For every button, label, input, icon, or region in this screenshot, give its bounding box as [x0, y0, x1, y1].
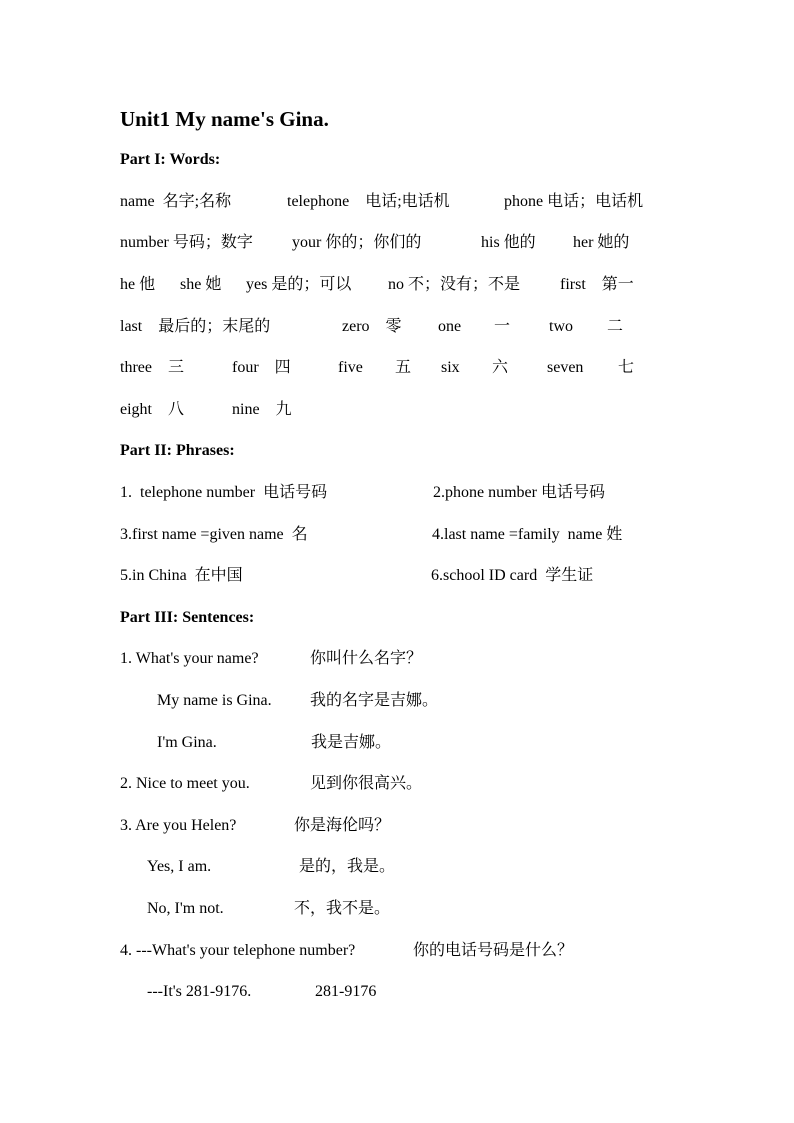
- sentence-4a-number: 281-9176: [315, 983, 377, 1000]
- document-title: Unit1 My name's Gina.: [120, 107, 329, 131]
- word-six: six: [441, 359, 460, 376]
- sentence-3-en: 3. Are you Helen?: [120, 817, 237, 834]
- word-phone: phone 电话；电话机: [504, 193, 644, 210]
- word-telephone: telephone 电话;电话机: [287, 193, 450, 210]
- word-yes: yes 是的；可以: [246, 276, 352, 293]
- word-seven: seven: [547, 359, 584, 376]
- sentence-1b-en: I'm Gina.: [157, 734, 217, 751]
- sentence-4-cn: 你的电话号码是什么？: [413, 942, 574, 959]
- sentence-2-cn: 见到你很高兴。: [310, 775, 423, 792]
- word-zero: zero 零: [342, 318, 402, 335]
- word-your: your 你的；你们的: [292, 234, 422, 251]
- sentence-3a-en: Yes, I am.: [147, 858, 212, 875]
- word-name: name 名字;名称: [120, 193, 232, 210]
- sentence-1-en: 1. What's your name?: [120, 650, 259, 667]
- sentence-1-cn: 你叫什么名字？: [310, 650, 423, 667]
- sentence-3b-en: No, I'm not.: [147, 900, 224, 917]
- word-eight: eight 八: [120, 401, 184, 418]
- word-three: three 三: [120, 359, 184, 376]
- sentence-3b-cn: 不，我不是。: [294, 900, 391, 917]
- word-first: first 第一: [560, 276, 634, 293]
- phrase-2: 2.phone number 电话号码: [433, 484, 605, 501]
- word-six-cn: 六: [492, 359, 509, 376]
- phrase-1: 1. telephone number 电话号码: [120, 484, 328, 501]
- word-seven-cn: 七: [618, 359, 635, 376]
- word-last: last 最后的；末尾的: [120, 318, 271, 335]
- sentence-1a-cn: 我的名字是吉娜。: [310, 692, 439, 709]
- word-five: five: [338, 359, 363, 376]
- word-his: his 他的: [481, 234, 536, 251]
- word-one: one: [438, 318, 462, 335]
- word-she: she 她: [180, 276, 222, 293]
- sentence-4a-en: ---It's 281-9176.: [147, 983, 252, 1000]
- sentence-4-en: 4. ---What's your telephone number?: [120, 942, 356, 959]
- word-four: four 四: [232, 359, 291, 376]
- word-one-cn: 一: [494, 318, 511, 335]
- sentence-2-en: 2. Nice to meet you.: [120, 775, 250, 792]
- word-no: no 不；没有；不是: [388, 276, 521, 293]
- word-five-cn: 五: [395, 359, 412, 376]
- word-nine: nine 九: [232, 401, 292, 418]
- phrase-4: 4.last name =family name 姓: [432, 526, 623, 543]
- word-two: two: [549, 318, 573, 335]
- word-number: number 号码；数字: [120, 234, 253, 251]
- sentence-3a-cn: 是的，我是。: [299, 858, 396, 875]
- phrase-3: 3.first name =given name 名: [120, 526, 308, 543]
- word-her: her 她的: [573, 234, 630, 251]
- phrase-5: 5.in China 在中国: [120, 567, 243, 584]
- sentence-1b-cn: 我是吉娜。: [311, 734, 392, 751]
- part1-heading: Part I: Words:: [120, 151, 221, 168]
- part3-heading: Part III: Sentences:: [120, 609, 255, 626]
- word-two-cn: 二: [607, 318, 624, 335]
- part2-heading: Part II: Phrases:: [120, 442, 235, 459]
- sentence-1a-en: My name is Gina.: [157, 692, 272, 709]
- phrase-6: 6.school ID card 学生证: [431, 567, 594, 584]
- sentence-3-cn: 你是海伦吗？: [294, 817, 391, 834]
- word-he: he 他: [120, 276, 156, 293]
